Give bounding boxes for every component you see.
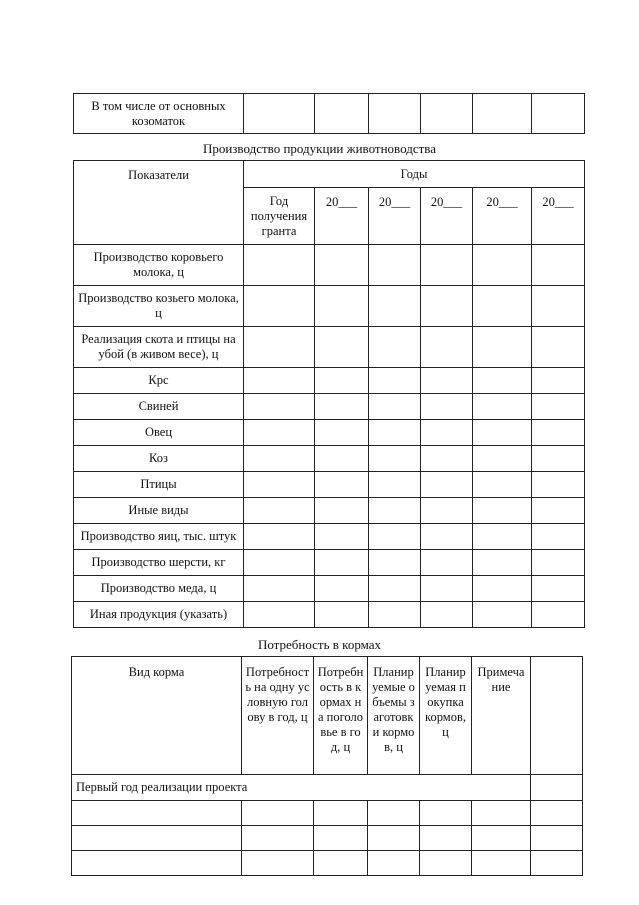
- table-cell[interactable]: [472, 826, 531, 851]
- feed-column-header: Потребность на одну условную голову в год, ц: [242, 657, 314, 775]
- table-cell[interactable]: [473, 327, 532, 368]
- indicator-label: Реализация скота и птицы на убой (в живом весе), ц: [74, 327, 244, 368]
- table-cell[interactable]: [244, 602, 315, 628]
- table-cell[interactable]: [532, 550, 585, 576]
- table-cell[interactable]: [369, 245, 421, 286]
- table-cell[interactable]: [315, 327, 369, 368]
- table-cell[interactable]: [420, 851, 472, 876]
- table-cell[interactable]: [420, 801, 472, 826]
- indicator-label: Крс: [74, 368, 244, 394]
- table-cell[interactable]: [314, 826, 368, 851]
- indicator-label: Иная продукция (указать): [74, 602, 244, 628]
- table-cell[interactable]: [242, 801, 314, 826]
- table-cell[interactable]: [421, 446, 473, 472]
- table-cell[interactable]: [369, 524, 421, 550]
- table-cell[interactable]: [315, 394, 369, 420]
- table-cell[interactable]: [532, 446, 585, 472]
- table-cell[interactable]: [531, 826, 583, 851]
- indicator-label: Производство яиц, тыс. штук: [74, 524, 244, 550]
- table-cell[interactable]: [473, 94, 532, 134]
- year-header: 20___: [369, 188, 421, 245]
- table-cell[interactable]: [315, 498, 369, 524]
- feed-requirement-table: [71, 656, 583, 876]
- feed-column-header: Примечание: [472, 657, 531, 775]
- indicator-label: Производство меда, ц: [74, 576, 244, 602]
- table-cell[interactable]: [369, 498, 421, 524]
- table-cell[interactable]: [421, 245, 473, 286]
- table-cell[interactable]: [472, 851, 531, 876]
- table-cell[interactable]: [369, 94, 421, 134]
- table-cell[interactable]: [244, 286, 315, 327]
- goats-summary-table: [73, 93, 585, 134]
- table-cell[interactable]: [532, 602, 585, 628]
- table-cell[interactable]: [244, 524, 315, 550]
- table-row: [74, 602, 585, 628]
- table-cell[interactable]: [315, 524, 369, 550]
- indicator-label: Птицы: [74, 472, 244, 498]
- table-cell[interactable]: [368, 826, 420, 851]
- table-cell[interactable]: [421, 498, 473, 524]
- table-cell[interactable]: [244, 394, 315, 420]
- table-cell[interactable]: [369, 472, 421, 498]
- table-cell[interactable]: [315, 446, 369, 472]
- table-cell[interactable]: [532, 245, 585, 286]
- table-cell[interactable]: [421, 420, 473, 446]
- table-cell[interactable]: [315, 602, 369, 628]
- livestock-production-title: Производство продукции животноводства: [202, 141, 437, 156]
- table-row: [74, 394, 585, 420]
- table-cell[interactable]: [72, 801, 242, 826]
- table-row: [74, 576, 585, 602]
- table-cell[interactable]: [315, 420, 369, 446]
- table-cell[interactable]: [315, 368, 369, 394]
- table-cell[interactable]: [531, 801, 583, 826]
- indicator-label: Производство шерсти, кг: [74, 550, 244, 576]
- table-cell[interactable]: [369, 550, 421, 576]
- table-cell[interactable]: [244, 550, 315, 576]
- years-header: Годы: [244, 161, 585, 188]
- table-cell[interactable]: [242, 851, 314, 876]
- table-cell[interactable]: [421, 286, 473, 327]
- table-cell[interactable]: [369, 368, 421, 394]
- table-cell[interactable]: [473, 576, 532, 602]
- feed-column-header: Планируемая покупка кормов, ц: [420, 657, 472, 775]
- livestock-production-table: [73, 160, 585, 628]
- table-cell[interactable]: [368, 801, 420, 826]
- table-row: [74, 327, 585, 368]
- table-cell[interactable]: [244, 420, 315, 446]
- table-cell[interactable]: [473, 524, 532, 550]
- table-cell[interactable]: [532, 286, 585, 327]
- table-cell[interactable]: [244, 368, 315, 394]
- table-cell[interactable]: [421, 602, 473, 628]
- table-cell[interactable]: [369, 286, 421, 327]
- year-header: 20___: [421, 188, 473, 245]
- main-goats-label: В том числе от основных козоматок: [74, 94, 244, 134]
- table-cell[interactable]: [473, 368, 532, 394]
- table-cell[interactable]: [369, 446, 421, 472]
- table-row: [74, 524, 585, 550]
- table-cell[interactable]: [242, 826, 314, 851]
- table-cell[interactable]: [368, 851, 420, 876]
- table-cell[interactable]: [421, 524, 473, 550]
- table-cell[interactable]: [473, 245, 532, 286]
- table-cell[interactable]: [72, 826, 242, 851]
- table-cell[interactable]: [314, 801, 368, 826]
- table-cell[interactable]: [473, 498, 532, 524]
- table-cell[interactable]: [369, 394, 421, 420]
- feed-column-header: Вид корма: [72, 657, 242, 775]
- table-cell[interactable]: [315, 94, 369, 134]
- table-cell[interactable]: [473, 394, 532, 420]
- feed-requirement-title: Потребность в кормах: [257, 637, 382, 652]
- table-cell[interactable]: [532, 524, 585, 550]
- table-cell[interactable]: [473, 472, 532, 498]
- indicators-header: Показатели: [74, 161, 244, 245]
- table-cell[interactable]: [244, 327, 315, 368]
- indicator-label: Производство козьего молока, ц: [74, 286, 244, 327]
- table-row: [74, 446, 585, 472]
- table-cell[interactable]: [532, 394, 585, 420]
- year-header: 20___: [315, 188, 369, 245]
- table-row: [74, 498, 585, 524]
- year-header: 20___: [473, 188, 532, 245]
- table-cell[interactable]: [532, 498, 585, 524]
- table-cell[interactable]: [244, 498, 315, 524]
- first-year-label: Первый год реализации проекта: [72, 775, 531, 801]
- table-cell[interactable]: [532, 327, 585, 368]
- table-row: [74, 245, 585, 286]
- table-cell[interactable]: [473, 602, 532, 628]
- table-cell[interactable]: [532, 420, 585, 446]
- table-row: [74, 368, 585, 394]
- table-cell[interactable]: [472, 801, 531, 826]
- table-cell[interactable]: [420, 826, 472, 851]
- table-cell[interactable]: [473, 550, 532, 576]
- table-cell[interactable]: [421, 368, 473, 394]
- table-cell[interactable]: [314, 851, 368, 876]
- table-cell[interactable]: [532, 368, 585, 394]
- table-cell[interactable]: [532, 576, 585, 602]
- table-row: [72, 826, 583, 851]
- table-cell[interactable]: [369, 420, 421, 446]
- table-cell[interactable]: [531, 775, 583, 801]
- table-cell[interactable]: [369, 602, 421, 628]
- indicator-label: Коз: [74, 446, 244, 472]
- table-cell[interactable]: [315, 472, 369, 498]
- table-cell[interactable]: [369, 327, 421, 368]
- table-cell[interactable]: [421, 550, 473, 576]
- table-cell[interactable]: [421, 94, 473, 134]
- grant-year-header: Год получения гранта: [244, 188, 315, 245]
- table-cell[interactable]: [532, 94, 585, 134]
- table-row: [72, 801, 583, 826]
- table-cell[interactable]: [473, 420, 532, 446]
- table-row: [74, 286, 585, 327]
- table-cell[interactable]: [315, 550, 369, 576]
- table-cell[interactable]: [315, 286, 369, 327]
- table-cell[interactable]: [244, 472, 315, 498]
- table-cell[interactable]: [72, 851, 242, 876]
- table-cell[interactable]: [473, 446, 532, 472]
- table-row: [74, 472, 585, 498]
- table-row: [74, 420, 585, 446]
- table-cell[interactable]: [421, 576, 473, 602]
- table-cell[interactable]: [369, 576, 421, 602]
- indicator-label: Свиней: [74, 394, 244, 420]
- table-cell[interactable]: [421, 394, 473, 420]
- table-cell[interactable]: [244, 576, 315, 602]
- feed-column-header-empty: [531, 657, 583, 775]
- table-cell[interactable]: [532, 472, 585, 498]
- table-cell[interactable]: [421, 327, 473, 368]
- table-cell[interactable]: [473, 286, 532, 327]
- feed-column-header: Планируемые объемы заготовки кормов, ц: [368, 657, 420, 775]
- table-cell[interactable]: [244, 94, 315, 134]
- table-cell[interactable]: [315, 245, 369, 286]
- table-cell[interactable]: [244, 446, 315, 472]
- table-cell[interactable]: [421, 472, 473, 498]
- feed-column-header: Потребность в кормах на поголовье в год, ц: [314, 657, 368, 775]
- table-cell[interactable]: [531, 851, 583, 876]
- table-cell[interactable]: [315, 576, 369, 602]
- table-row: [74, 550, 585, 576]
- indicator-label: Производство коровьего молока, ц: [74, 245, 244, 286]
- table-row: [72, 851, 583, 876]
- indicator-label: Овец: [74, 420, 244, 446]
- table-cell[interactable]: [244, 245, 315, 286]
- year-header: 20___: [532, 188, 585, 245]
- indicator-label: Иные виды: [74, 498, 244, 524]
